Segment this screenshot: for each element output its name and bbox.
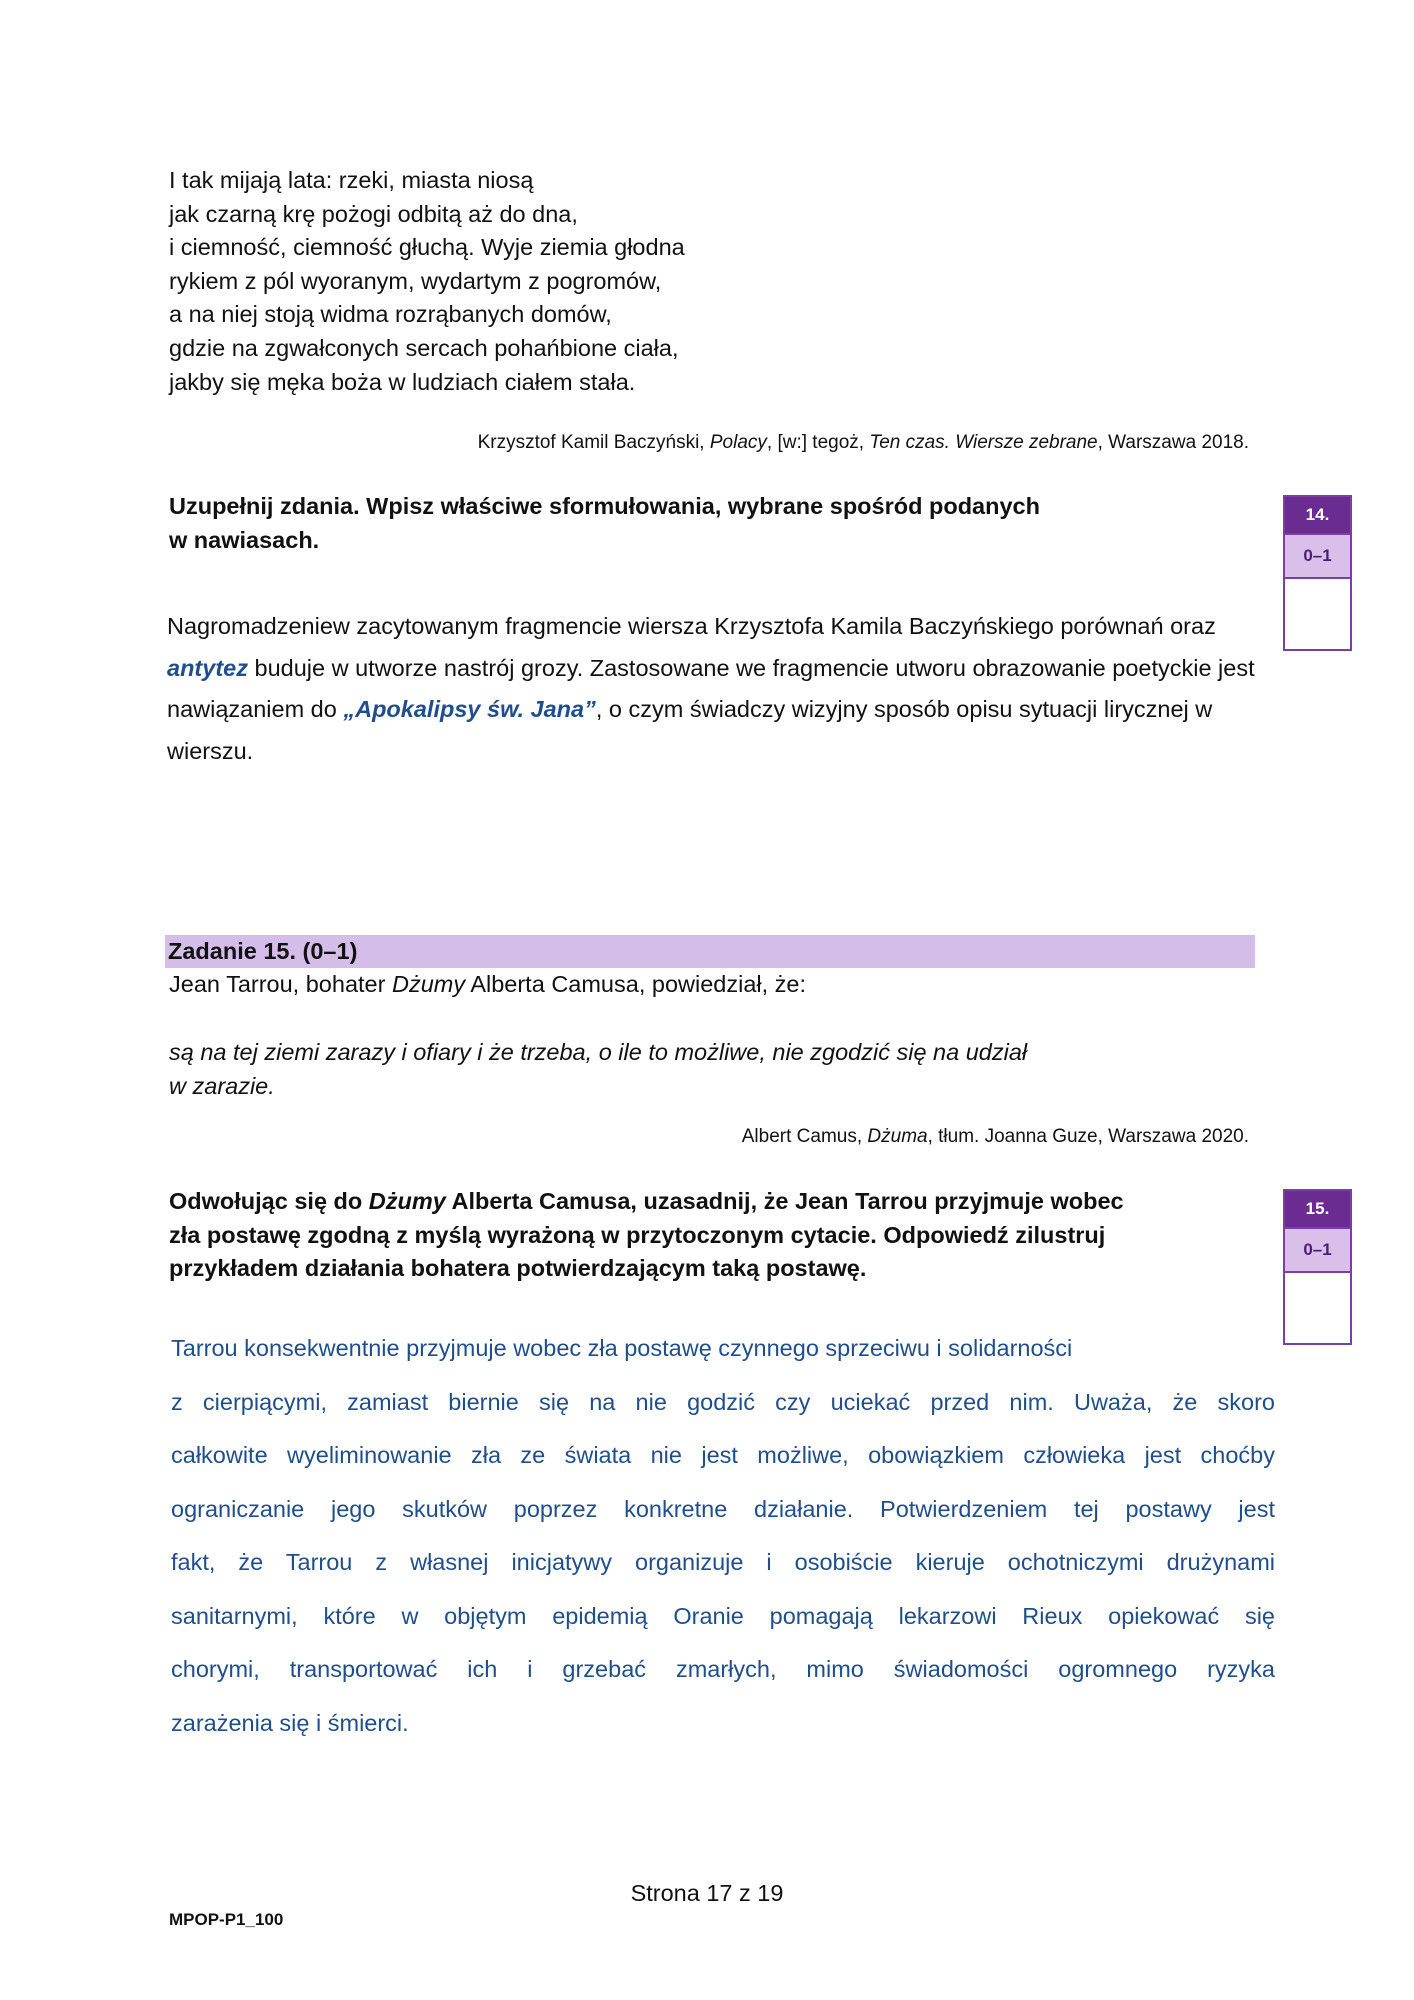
task15-source: Albert Camus, Dżuma, tłum. Joanna Guze, Warszawa 2020. — [741, 1126, 1249, 1147]
answer-line: fakt, że Tarrou z własnej inicjatywy organizuje i osobiście kieruje ochotniczymi drużynami — [171, 1549, 1275, 1575]
poem-line: jak czarną krę pożogi odbitą aż do dna, — [169, 200, 578, 227]
task15-instruction: Odwołując się do Dżumy Alberta Camusa, uzasadnij, że Jean Tarrou przyjmuje wobec zła postawę zgodną z myślą wyrażoną w przytoczonym cytacie. Odpowiedź zilustruj przykładem działania bohatera potwierdzającym taką postawę. — [169, 1188, 1124, 1282]
points-range: 0–1 — [1285, 533, 1350, 579]
task15-header: Zadanie 15. (0–1) — [165, 935, 1255, 968]
poem — [169, 164, 685, 399]
points-range: 0–1 — [1285, 1227, 1350, 1273]
filled-word: „Apokalipsy św. Jana” — [343, 696, 596, 722]
filled-word: antytez — [167, 654, 248, 681]
task15-quote: są na tej ziemi zarazy i ofiary i że trzeba, o ile to możliwe, nie zgodzić się na udział w zarazie. — [169, 1039, 1028, 1099]
poem-line: i ciemność, ciemność głuchą. Wyje ziemia głodna — [169, 234, 685, 261]
answer-line: Tarrou konsekwentnie przyjmuje wobec zła postawę czynnego sprzeciwu i solidarności — [171, 1335, 1073, 1361]
answer-line: sanitarnymi, które w objętym epidemią Oranie pomagają lekarzowi Rieux opiekować się — [171, 1602, 1275, 1629]
task14-instruction: Uzupełnij zdania. Wpisz właściwe sformułowania, wybrane spośród podanych w nawiasach. — [169, 493, 1040, 553]
poem-line: a na niej stoją widma rozrąbanych domów, — [169, 301, 612, 328]
poem-line: I tak mijają lata: rzeki, miasta niosą — [169, 167, 534, 193]
task-number: 14. — [1285, 497, 1350, 533]
task-number: 15. — [1285, 1191, 1350, 1227]
task14-score-box — [1283, 495, 1352, 651]
document-code: MPOP-P1_100 — [169, 1910, 284, 1929]
task15-intro: Jean Tarrou, bohater Dżumy Alberta Camusa, powiedział, że: — [169, 971, 807, 997]
poem-line: rykiem z pól wyoranym, wydartym z pogromów, — [169, 267, 662, 294]
poem-line: jakby się męka boża w ludziach ciałem stała. — [169, 368, 636, 395]
score-field[interactable] — [1285, 1273, 1350, 1343]
answer-line: ograniczanie jego skutków poprzez konkretne działanie. Potwierdzeniem tej postawy jest — [171, 1495, 1275, 1522]
answer-line: z cierpiącymi, zamiast biernie się na nie godzić czy uciekać przed nim. Uważa, że skoro — [171, 1388, 1275, 1415]
page-number: Strona 17 z 19 — [630, 1880, 784, 1906]
answer-line: całkowite wyeliminowanie zła ze świata nie jest możliwe, obowiązkiem człowieka jest choćby — [171, 1442, 1275, 1468]
poem-line: gdzie na zgwałconych sercach pohańbione ciała, — [169, 334, 679, 361]
task15-score-box — [1283, 1189, 1352, 1345]
answer-line: chorymi, transportować ich i grzebać zmarłych, mimo świadomości ogromnego ryzyka — [171, 1656, 1275, 1682]
score-field[interactable] — [1285, 579, 1350, 649]
task14-answer: Nagromadzeniew zacytowanym fragmencie wiersza Krzysztofa Kamila Baczyńskiego porównań oraz antytez buduje w utworze nastrój grozy. Zastosowane we fragmencie utworu obrazowanie poetyckie jest nawiązaniem do „Apokalipsy św. Jana”, o czym świadczy wizyjny sposób opisu sytuacji lirycznej w wierszu. — [167, 613, 1255, 764]
task15-answer — [171, 1322, 1275, 1750]
answer-line: zarażenia się i śmierci. — [171, 1709, 409, 1736]
poem-source: Krzysztof Kamil Baczyński, Polacy, [w:] tegoż, Ten czas. Wiersze zebrane, Warszawa 2018. — [477, 432, 1249, 453]
